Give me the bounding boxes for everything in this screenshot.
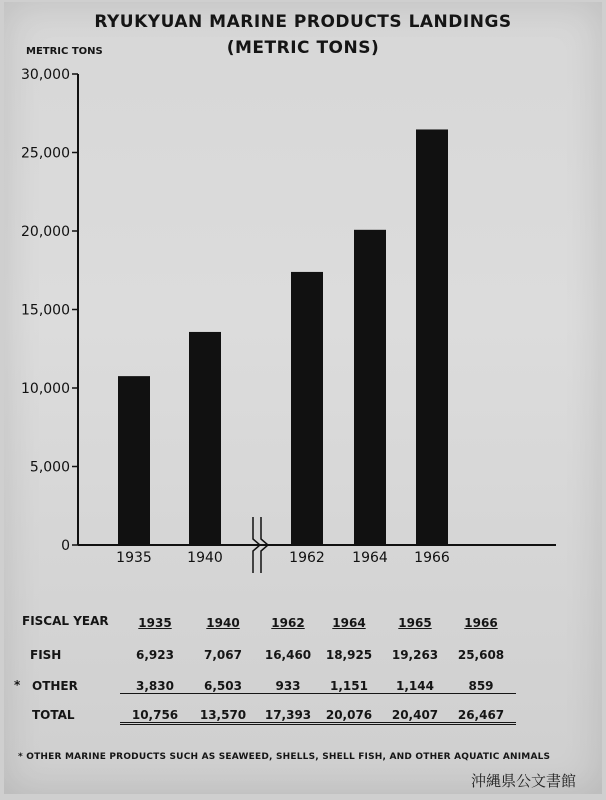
y-tick-label: 15,000 [21,302,70,319]
table-cell: 17,393 [253,708,323,725]
chart-subtitle: (METRIC TONS) [226,38,380,58]
bar-1935 [118,376,150,545]
bar-1966 [416,129,448,545]
table-cell: 26,467 [446,708,516,725]
y-tick-label: 10,000 [21,381,70,397]
table-cell: 1,151 [314,679,384,694]
y-tick-label: 30,000 [21,67,70,83]
y-tick-label: 5,000 [29,459,70,476]
bar-1940 [189,332,221,545]
table-cell: 1,144 [380,679,450,694]
footnote-marker: * [14,678,21,692]
table-header-label: FISCAL YEAR [22,614,109,628]
table-cell: 6,503 [188,679,258,694]
y-axis-label: METRIC TONS [26,46,103,57]
chart-title: RYUKYUAN MARINE PRODUCTS LANDINGS [94,12,512,32]
footnote: * OTHER MARINE PRODUCTS SUCH AS SEAWEED, SHELLS, SHELL FISH, AND OTHER AQUATIC ANIMALS [18,752,551,762]
y-tick-label: 25,000 [21,145,70,162]
table-year-header: 1940 [206,616,240,630]
y-tick-label: 0 [61,538,70,554]
x-tick-label: 1962 [289,550,325,566]
table-row-label: OTHER [32,679,78,693]
table-cell: 3,830 [120,679,190,694]
table-cell: 25,608 [457,648,505,662]
table-cell: 10,756 [120,708,190,725]
table-cell: 933 [253,679,323,694]
table-cell: 19,263 [391,648,439,662]
table-cell: 18,925 [325,648,373,662]
table-year-header: 1935 [138,616,172,630]
watermark: 沖縄県公文書館 [470,772,576,790]
bar-1962 [291,272,323,545]
y-tick-label: 20,000 [21,224,70,240]
table-year-header: 1966 [464,616,498,630]
bar-1964 [354,230,386,545]
table-cell: 20,407 [380,708,450,725]
table-cell: 6,923 [136,648,174,662]
table-year-header: 1962 [271,616,305,630]
table-cell: 13,570 [188,708,258,725]
table-cell: 7,067 [204,648,242,662]
table-cell: 20,076 [314,708,384,725]
table-row-label: FISH [30,648,62,662]
table-cell: 859 [446,679,516,694]
table-year-header: 1965 [398,616,432,630]
x-tick-label: 1964 [352,550,388,566]
table-cell: 16,460 [264,648,312,662]
x-tick-label: 1935 [116,550,152,566]
table-year-header: 1964 [332,616,366,630]
x-tick-label: 1966 [414,550,450,566]
table-row-label: TOTAL [32,708,75,722]
x-tick-label: 1940 [187,550,223,566]
